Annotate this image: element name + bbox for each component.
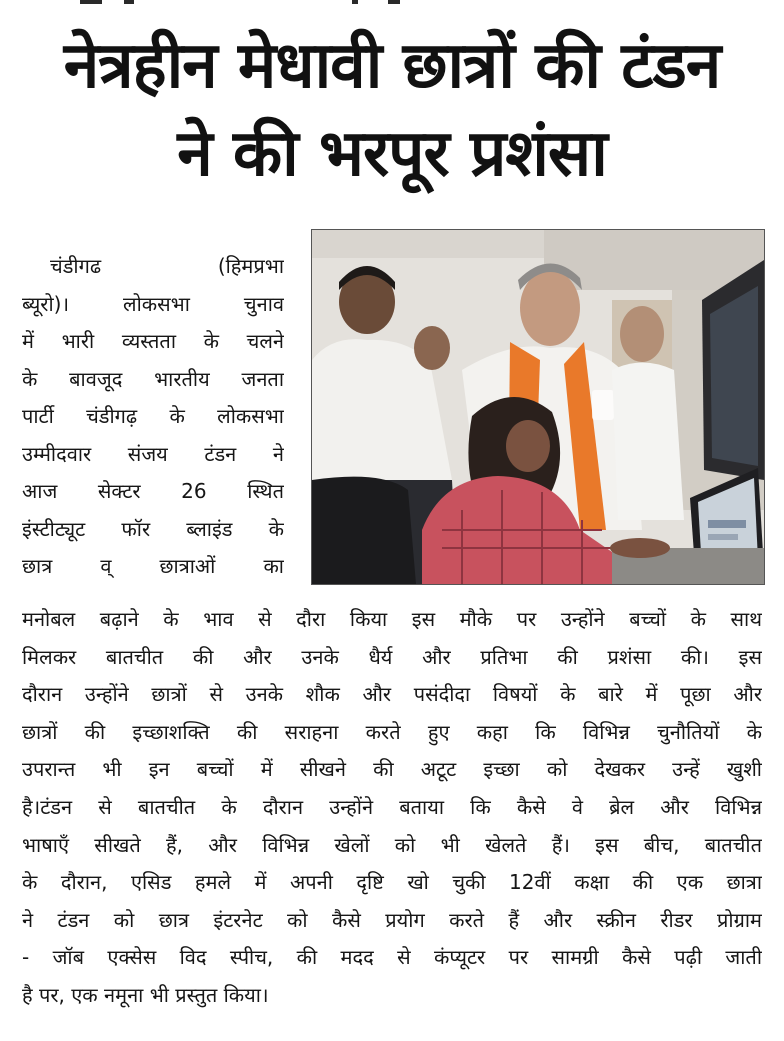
body-line: है।टंडन से बातचीत के दौरान उन्होंने बताया कि कैसे वे ब्रेल और विभिन्न — [22, 794, 762, 819]
article-headline — [14, 22, 770, 198]
lead-paragraph-column — [22, 248, 284, 586]
body-line: मनोबल बढ़ाने के भाव से दौरा किया इस मौके पर उन्होंने बच्चों के साथ — [22, 607, 762, 631]
lead-line: उम्मीदवार संजय टंडन ने — [22, 441, 284, 466]
lead-line: आज सेक्टर 26 स्थित — [22, 479, 284, 503]
clipped-text-fragment — [352, 0, 358, 4]
headline-line-1: नेत्रहीन मेधावी छात्रों की टंडन — [63, 29, 721, 103]
lead-line: में भारी व्यस्तता के चलने — [22, 329, 284, 353]
clipped-text-fragment — [388, 0, 400, 4]
lead-line: चंडीगढ (हिमप्रभा — [50, 254, 284, 278]
news-photo — [311, 229, 765, 585]
body-line: मिलकर बातचीत की और उनके धैर्य और प्रतिभा की प्रशंसा की। इस — [22, 644, 762, 669]
body-line: - जॉब एक्सेस विद स्पीच, की मदद से कंप्यूटर पर सामग्री कैसे पढ़ी जाती — [22, 945, 762, 970]
top-page-edge — [0, 0, 784, 6]
article-body — [22, 601, 762, 1015]
lead-line: इंस्टीट्यूट फॉर ब्लाइंड के — [22, 516, 284, 541]
body-line: छात्रों की इच्छाशक्ति की सराहना करते हुए कहा कि विभिन्न चुनौतियों के — [22, 719, 762, 744]
body-line: के दौरान, एसिड हमले में अपनी दृष्टि खो चुकी 12वीं कक्षा की एक छात्रा — [22, 870, 762, 895]
lead-line: ब्यूरो)। लोकसभा चुनाव — [22, 291, 284, 316]
body-line: है पर, एक नमूना भी प्रस्तुत किया। — [22, 982, 269, 1007]
body-line: भाषाएँ सीखते हैं, और विभिन्न खेलों को भी खेलते हैं। इस बीच, बातचीत — [22, 832, 762, 857]
clipped-text-fragment — [124, 0, 134, 4]
body-line: उपरान्त भी इन बच्चों में सीखने की अटूट इच्छा को देखकर उन्हें खुशी — [22, 757, 762, 782]
lead-line: के बावजूद भारतीय जनता — [22, 366, 284, 391]
body-line: ने टंडन को छात्र इंटरनेट को कैसे प्रयोग करते हैं और स्क्रीन रीडर प्रोग्राम — [22, 907, 762, 932]
headline-line-2: ने की भरपूर प्रशंसा — [177, 117, 607, 191]
lead-line: पार्टी चंडीगढ़ के लोकसभा — [22, 404, 284, 428]
body-line: दौरान उन्होंने छात्रों से उनके शौक और पसंदीदा विषयों के बारे में पूछा और — [22, 682, 762, 707]
photo-illustration — [312, 230, 764, 584]
clipped-text-fragment — [80, 0, 102, 4]
lead-line: छात्र व् छात्राओं का — [22, 554, 284, 578]
